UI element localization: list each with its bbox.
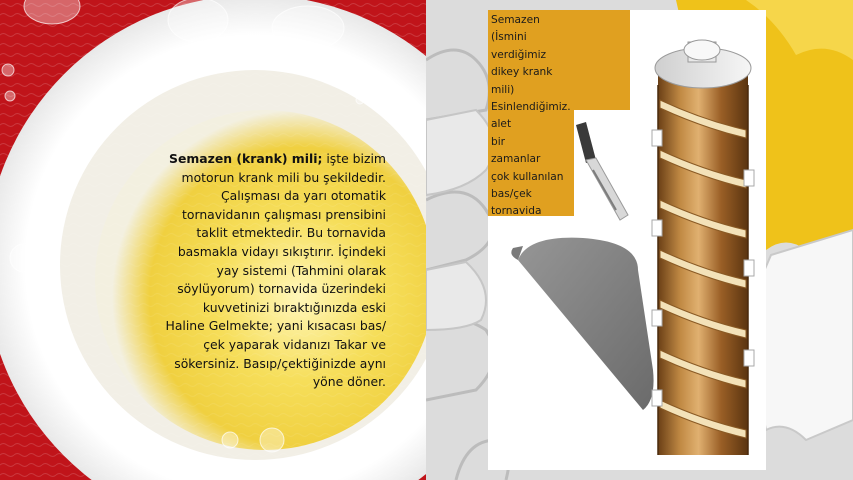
caption-line: zamanlar: [491, 153, 541, 166]
body-text-rest: işte bizim motorun krank mili bu şekildedir. Çalışması da yarı otomatik tornavidanın çalışması prensibini taklit etmektedir. Bu tornavida basmakla vidayı sıkıştırır. İçindeki yay sistemi (Tahmini olarak söylüyorum) tornavida üzerindeki kuvvetinizi bıraktığınızda eski Haline Gelmekte; yani kısacası bas/çek yaparak vidanızı Takar ve sökersiniz. Basıp/çektiğinizde aynı yöne döner.: [165, 151, 386, 390]
caption-line: dikey krank: [491, 66, 553, 79]
body-text-lead: Semazen (krank) mili;: [169, 151, 323, 166]
caption-line: (İsmini: [491, 31, 527, 44]
caption-line: Esinlendiğimiz.: [491, 101, 571, 114]
caption-line: mili): [491, 83, 515, 96]
caption-line: bas/çek: [491, 188, 532, 201]
caption-text: [491, 12, 631, 221]
crank-shaft-body: [652, 40, 754, 455]
caption-line: alet: [491, 118, 512, 131]
body-text: [160, 150, 386, 392]
caption-line: tornavida: [491, 205, 542, 218]
left-panel: [0, 0, 426, 480]
caption-line: Semazen: [491, 14, 540, 26]
caption-line: verdiğimiz: [491, 48, 547, 61]
caption-line: bir: [491, 135, 506, 148]
caption-line: çok kullanılan: [491, 170, 564, 183]
